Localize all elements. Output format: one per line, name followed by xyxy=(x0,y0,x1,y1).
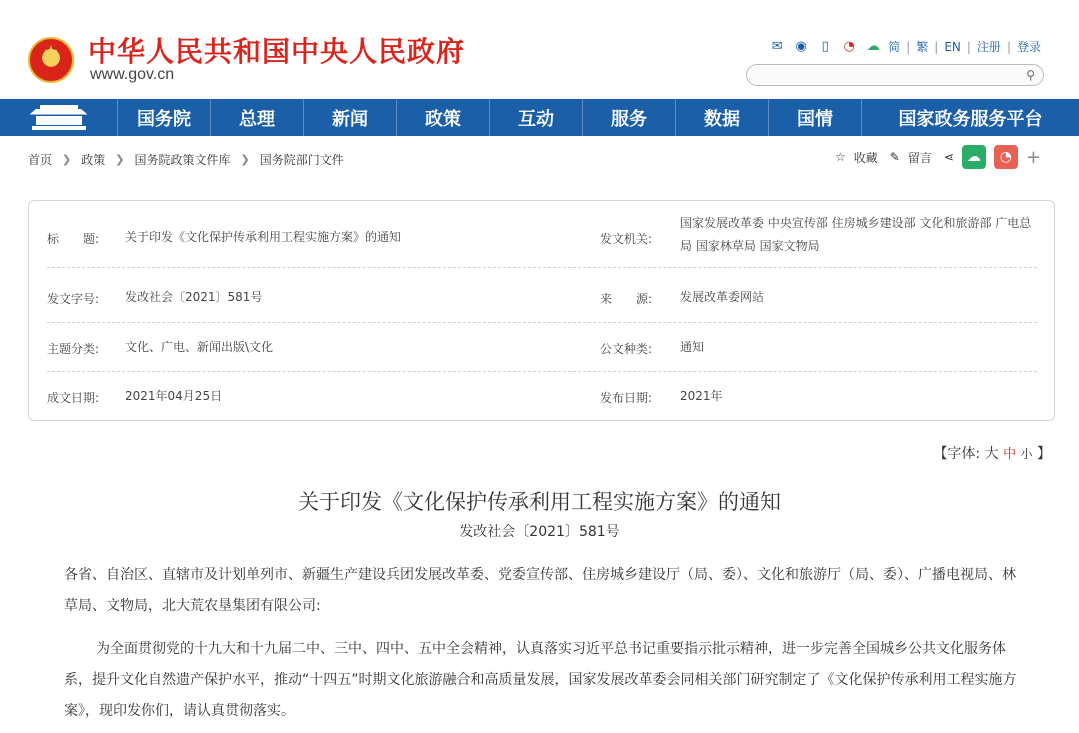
nav-item-service-platform[interactable]: 国家政务服务平台 xyxy=(898,108,1043,130)
title-value: 关于印发《文化保护传承利用工程实施方案》的通知 xyxy=(125,230,402,244)
weibo-share-icon[interactable]: ◔ xyxy=(994,145,1018,169)
type-value: 通知 xyxy=(680,340,705,354)
divider: | xyxy=(966,39,971,54)
doc-no-value: 发改社会〔2021〕581号 xyxy=(125,290,263,304)
divider: | xyxy=(906,39,911,54)
divider: | xyxy=(1006,39,1011,54)
date-pub-label: 发布日期: xyxy=(600,391,653,405)
breadcrumb xyxy=(28,151,344,168)
more-share-icon[interactable]: + xyxy=(1025,146,1041,168)
comment-link[interactable]: 留言 xyxy=(907,150,932,165)
search-icon[interactable]: ⚲ xyxy=(1026,68,1035,82)
date-pub-value: 2021年 xyxy=(680,389,723,403)
breadcrumb-policy-library[interactable]: 国务院政策文件库 xyxy=(134,153,231,167)
source-value: 发展改革委网站 xyxy=(680,290,765,304)
topic-value: 文化、广电、新闻出版\文化 xyxy=(125,340,274,354)
font-size-suffix: 】 xyxy=(1037,446,1051,462)
chat-bubble-icon[interactable]: ◉ xyxy=(795,39,807,54)
topic-label: 主题分类: xyxy=(47,342,100,356)
nav-item-policy[interactable]: 政策 xyxy=(397,99,490,136)
nav-item-service[interactable]: 服务 xyxy=(583,99,676,136)
breadcrumb-department-docs[interactable]: 国务院部门文件 xyxy=(259,153,344,167)
doc-no-label: 发文字号: xyxy=(47,292,100,306)
favorite-link[interactable]: 收藏 xyxy=(853,150,878,165)
weibo-icon[interactable]: ◔ xyxy=(843,39,855,54)
site-title[interactable]: 中华人民共和国中央人民政府 xyxy=(88,35,466,68)
info-row xyxy=(47,323,1037,372)
site-url[interactable]: www.gov.cn xyxy=(90,66,175,83)
tiananmen-gate-icon xyxy=(30,105,88,131)
nav-item-data[interactable]: 数据 xyxy=(676,99,769,136)
source-label: 来 源: xyxy=(600,292,653,306)
info-row xyxy=(47,211,1037,268)
document-paragraph: 各省、自治区、直辖市及计划单列市、新疆生产建设兵团发展改革委、党委宣传部、住房城乡建设厅（局、委）、文化和旅游厅（局、委）、广播电视局、林草局、文物局，北大荒农垦集团有限公司: xyxy=(64,567,1016,614)
search-input[interactable] xyxy=(757,66,1017,86)
chevron-right-icon: ❯ xyxy=(240,153,250,166)
main-nav xyxy=(0,99,1079,136)
top-links xyxy=(768,38,1041,55)
issuer-label: 发文机关: xyxy=(600,232,653,246)
date-made-value: 2021年04月25日 xyxy=(125,389,223,403)
nav-item-national-info[interactable]: 国情 xyxy=(769,99,862,136)
title-label: 标 题: xyxy=(47,232,100,246)
divider: | xyxy=(934,39,939,54)
mail-icon[interactable]: ✉ xyxy=(771,39,783,54)
national-emblem-logo[interactable] xyxy=(28,37,74,83)
date-made-label: 成文日期: xyxy=(47,391,100,405)
star-icon[interactable]: ☆ xyxy=(834,150,846,164)
chevron-right-icon: ❯ xyxy=(62,153,72,166)
pen-icon[interactable]: ✎ xyxy=(889,150,900,164)
link-english[interactable]: EN xyxy=(944,39,961,54)
link-simplified[interactable]: 简 xyxy=(888,40,901,54)
document-number: 发改社会〔2021〕581号 xyxy=(459,524,620,540)
wechat-icon[interactable]: ☁ xyxy=(866,39,880,54)
nav-item-interaction[interactable]: 互动 xyxy=(490,99,583,136)
link-traditional[interactable]: 繁 xyxy=(916,40,929,54)
font-size-small[interactable]: 小 xyxy=(1020,447,1033,461)
breadcrumb-policy[interactable]: 政策 xyxy=(81,153,106,167)
mobile-icon[interactable]: ▯ xyxy=(821,39,829,54)
nav-item-news[interactable]: 新闻 xyxy=(304,99,397,136)
font-size-prefix: 【字体: xyxy=(933,446,981,462)
issuer-value: 国家发展改革委 中央宣传部 住房城乡建设部 文化和旅游部 广电总局 国家林草局 国家文物局 xyxy=(680,216,1032,253)
font-size-large[interactable]: 大 xyxy=(984,446,999,462)
wechat-share-icon[interactable]: ☁ xyxy=(962,145,986,169)
chevron-right-icon: ❯ xyxy=(115,153,125,166)
document-title: 关于印发《文化保护传承利用工程实施方案》的通知 xyxy=(298,490,781,514)
document-paragraph: 为全面贯彻党的十九大和十九届二中、三中、四中、五中全会精神，认真落实习近平总书记重要指示批示精神，进一步完善全国城乡公共文化服务体系，提升文化自然遗产保护水平，推动“十四五”时期文化旅游融合和高质量发展，国家发展改革委会同相关部门研究制定了《文化保护传承利用工程实施方案》，现印发你们，请认真贯彻落实。 xyxy=(64,641,1017,719)
type-label: 公文种类: xyxy=(600,342,653,356)
info-row xyxy=(47,372,1037,418)
link-register[interactable]: 注册 xyxy=(976,40,1001,54)
breadcrumb-home[interactable]: 首页 xyxy=(28,153,53,167)
site-header xyxy=(0,0,1079,99)
search-box xyxy=(746,64,1044,86)
nav-home-gate-icon[interactable] xyxy=(0,99,118,136)
share-tools xyxy=(835,145,1041,169)
link-login[interactable]: 登录 xyxy=(1016,40,1041,54)
nav-item-state-council[interactable]: 国务院 xyxy=(118,99,211,136)
document-info-panel xyxy=(28,200,1055,421)
info-row xyxy=(47,273,1037,323)
share-icon[interactable]: ⋖ xyxy=(943,150,954,164)
font-size-medium[interactable]: 中 xyxy=(1003,447,1017,462)
nav-item-premier[interactable]: 总理 xyxy=(211,99,304,136)
font-size-control xyxy=(933,443,1051,463)
